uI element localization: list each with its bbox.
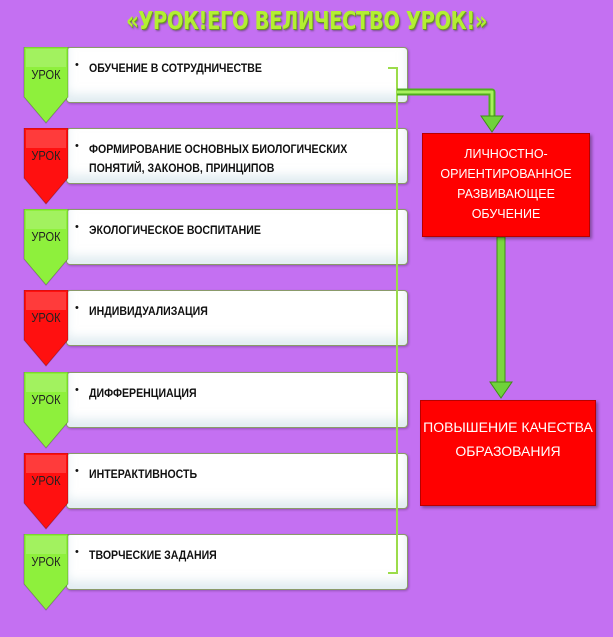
- bullet-icon: •: [75, 302, 79, 314]
- lesson-text: ИНДИВИДУАЛИЗАЦИЯ: [89, 304, 208, 318]
- result-box-quality-education: [420, 400, 596, 506]
- arrow-head-1: [481, 116, 503, 132]
- bullet-icon: •: [75, 140, 79, 152]
- lesson-text: ДИФФЕРЕНЦИАЦИЯ: [89, 386, 197, 400]
- lesson-label: УРОК: [31, 310, 61, 325]
- lesson-label: УРОК: [31, 392, 61, 407]
- result-box-personal-learning: [422, 133, 590, 237]
- lesson-label: УРОК: [31, 148, 61, 163]
- arrow-box1-to-box2: [497, 237, 505, 383]
- lesson-text: ИНТЕРАКТИВНОСТЬ: [89, 467, 198, 481]
- bullet-icon: •: [75, 465, 79, 477]
- bullet-icon: •: [75, 59, 79, 71]
- lesson-label: УРОК: [31, 473, 61, 488]
- arrow-head-2: [490, 382, 512, 398]
- bullet-icon: •: [75, 384, 79, 396]
- bullet-icon: •: [75, 221, 79, 233]
- lesson-text: ЭКОЛОГИЧЕСКОЕ ВОСПИТАНИЕ: [89, 223, 261, 237]
- lesson-text: ОБУЧЕНИЕ В СОТРУДНИЧЕСТВЕ: [89, 61, 262, 75]
- result-box-2-text: ПОВЫШЕНИЕ КАЧЕСТВА ОБРАЗОВАНИЯ: [423, 419, 593, 459]
- bracket-line: [388, 68, 397, 573]
- lesson-text: ФОРМИРОВАНИЕ ОСНОВНЫХ БИОЛОГИЧЕСКИХ ПОНЯТИЙ, ЗАКОНОВ, ПРИНЦИПОВ: [89, 142, 348, 175]
- result-box-1-text: ЛИЧНОСТНО-ОРИЕНТИРОВАННОЕ РАЗВИВАЮЩЕЕ ОБУЧЕНИЕ: [440, 147, 572, 221]
- arrow-to-box1: [397, 92, 492, 118]
- lesson-text: ТВОРЧЕСКИЕ ЗАДАНИЯ: [89, 548, 217, 562]
- page-title: «УРОК!ЕГО ВЕЛИЧЕСТВО УРОК!»: [126, 6, 487, 35]
- lesson-label: УРОК: [31, 229, 61, 244]
- lesson-label: УРОК: [31, 67, 61, 82]
- lesson-label: УРОК: [31, 554, 61, 569]
- bullet-icon: •: [75, 546, 79, 558]
